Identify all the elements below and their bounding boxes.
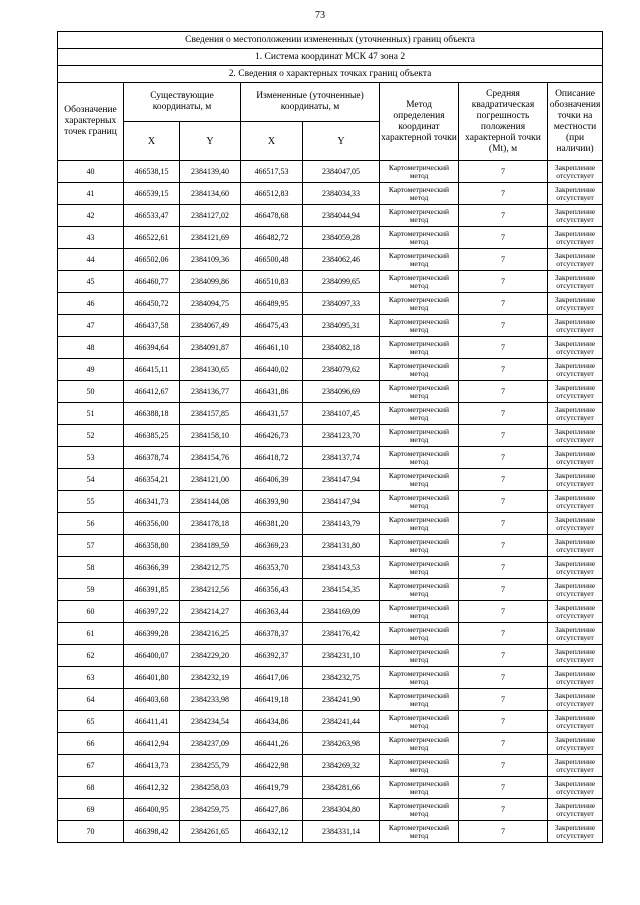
marker-description-cell: Закрепление отсутствует (548, 271, 603, 293)
existing-y-cell: 2384109,36 (180, 249, 241, 271)
changed-y-cell: 2384107,45 (303, 403, 380, 425)
point-number-cell: 70 (58, 821, 124, 843)
table-row (58, 271, 603, 293)
changed-x-cell: 466381,20 (241, 513, 303, 535)
method-cell: Картометрический метод (380, 359, 459, 381)
changed-x-cell: 466517,53 (241, 161, 303, 183)
changed-y-cell: 2384059,28 (303, 227, 380, 249)
marker-description-cell: Закрепление отсутствует (548, 799, 603, 821)
table-row (58, 799, 603, 821)
changed-x-cell: 466392,37 (241, 645, 303, 667)
marker-description-cell: Закрепление отсутствует (548, 623, 603, 645)
table-row (58, 535, 603, 557)
table-row (58, 645, 603, 667)
changed-x-cell: 466475,43 (241, 315, 303, 337)
existing-y-cell: 2384212,56 (180, 579, 241, 601)
existing-y-cell: 2384127,02 (180, 205, 241, 227)
point-number-cell: 67 (58, 755, 124, 777)
table-row (58, 623, 603, 645)
changed-y-cell: 2384097,33 (303, 293, 380, 315)
point-number-cell: 60 (58, 601, 124, 623)
error-value-cell: 7 (459, 381, 548, 403)
error-value-cell: 7 (459, 645, 548, 667)
existing-y-cell: 2384134,60 (180, 183, 241, 205)
changed-y-cell: 2384241,44 (303, 711, 380, 733)
marker-description-cell: Закрепление отсутствует (548, 227, 603, 249)
point-number-cell: 54 (58, 469, 124, 491)
point-number-cell: 63 (58, 667, 124, 689)
existing-y-cell: 2384189,59 (180, 535, 241, 557)
error-value-cell: 7 (459, 469, 548, 491)
header-existing-x: X (124, 122, 180, 161)
existing-y-cell: 2384237,09 (180, 733, 241, 755)
existing-x-cell: 466411,41 (124, 711, 180, 733)
changed-x-cell: 466441,26 (241, 733, 303, 755)
existing-x-cell: 466437,58 (124, 315, 180, 337)
existing-x-cell: 466415,11 (124, 359, 180, 381)
marker-description-cell: Закрепление отсутствует (548, 535, 603, 557)
point-number-cell: 49 (58, 359, 124, 381)
changed-x-cell: 466369,23 (241, 535, 303, 557)
error-value-cell: 7 (459, 227, 548, 249)
existing-y-cell: 2384067,49 (180, 315, 241, 337)
table-row (58, 689, 603, 711)
existing-y-cell: 2384121,69 (180, 227, 241, 249)
existing-y-cell: 2384178,18 (180, 513, 241, 535)
error-value-cell: 7 (459, 689, 548, 711)
table-row (58, 469, 603, 491)
existing-y-cell: 2384214,27 (180, 601, 241, 623)
existing-y-cell: 2384091,87 (180, 337, 241, 359)
existing-y-cell: 2384099,86 (180, 271, 241, 293)
marker-description-cell: Закрепление отсутствует (548, 711, 603, 733)
header-changed-x: X (241, 122, 303, 161)
existing-x-cell: 466341,73 (124, 491, 180, 513)
changed-x-cell: 466427,86 (241, 799, 303, 821)
point-number-cell: 52 (58, 425, 124, 447)
changed-y-cell: 2384281,66 (303, 777, 380, 799)
method-cell: Картометрический метод (380, 249, 459, 271)
existing-x-cell: 466450,72 (124, 293, 180, 315)
changed-x-cell: 466422,98 (241, 755, 303, 777)
error-value-cell: 7 (459, 425, 548, 447)
existing-x-cell: 466412,94 (124, 733, 180, 755)
method-cell: Картометрический метод (380, 755, 459, 777)
table-row (58, 293, 603, 315)
existing-x-cell: 466400,07 (124, 645, 180, 667)
existing-x-cell: 466502,06 (124, 249, 180, 271)
marker-description-cell: Закрепление отсутствует (548, 205, 603, 227)
table-row (58, 359, 603, 381)
marker-description-cell: Закрепление отсутствует (548, 315, 603, 337)
changed-y-cell: 2384123,70 (303, 425, 380, 447)
marker-description-cell: Закрепление отсутствует (548, 733, 603, 755)
error-value-cell: 7 (459, 535, 548, 557)
marker-description-cell: Закрепление отсутствует (548, 381, 603, 403)
changed-y-cell: 2384241,90 (303, 689, 380, 711)
method-cell: Картометрический метод (380, 337, 459, 359)
error-value-cell: 7 (459, 183, 548, 205)
method-cell: Картометрический метод (380, 623, 459, 645)
existing-y-cell: 2384157,85 (180, 403, 241, 425)
table-row (58, 513, 603, 535)
error-value-cell: 7 (459, 403, 548, 425)
changed-x-cell: 466510,83 (241, 271, 303, 293)
header-designation: Обозначение характерных точек границ (58, 83, 124, 161)
existing-y-cell: 2384233,98 (180, 689, 241, 711)
table-row (58, 205, 603, 227)
point-number-cell: 65 (58, 711, 124, 733)
method-cell: Картометрический метод (380, 711, 459, 733)
changed-y-cell: 2384176,42 (303, 623, 380, 645)
point-number-cell: 40 (58, 161, 124, 183)
point-number-cell: 57 (58, 535, 124, 557)
existing-y-cell: 2384232,19 (180, 667, 241, 689)
existing-y-cell: 2384094,75 (180, 293, 241, 315)
method-cell: Картометрический метод (380, 403, 459, 425)
existing-x-cell: 466539,15 (124, 183, 180, 205)
table-row (58, 183, 603, 205)
method-cell: Картометрический метод (380, 601, 459, 623)
marker-description-cell: Закрепление отсутствует (548, 821, 603, 843)
marker-description-cell: Закрепление отсутствует (548, 183, 603, 205)
point-number-cell: 48 (58, 337, 124, 359)
page-number: 73 (315, 10, 325, 21)
changed-y-cell: 2384147,94 (303, 469, 380, 491)
method-cell: Картометрический метод (380, 513, 459, 535)
table-row (58, 711, 603, 733)
table-row (58, 579, 603, 601)
changed-x-cell: 466489,95 (241, 293, 303, 315)
changed-x-cell: 466426,73 (241, 425, 303, 447)
header-description: Описание обозначения точки на местности (при наличии) (548, 83, 603, 161)
point-number-cell: 68 (58, 777, 124, 799)
changed-y-cell: 2384131,80 (303, 535, 380, 557)
changed-y-cell: 2384143,53 (303, 557, 380, 579)
error-value-cell: 7 (459, 667, 548, 689)
error-value-cell: 7 (459, 249, 548, 271)
header-existing-coords: Существующие координаты, м (124, 83, 241, 122)
marker-description-cell: Закрепление отсутствует (548, 491, 603, 513)
existing-y-cell: 2384158,10 (180, 425, 241, 447)
existing-x-cell: 466394,64 (124, 337, 180, 359)
header-method: Метод определения координат характерной точки (380, 83, 459, 161)
error-value-cell: 7 (459, 601, 548, 623)
existing-y-cell: 2384259,75 (180, 799, 241, 821)
table-row (58, 161, 603, 183)
changed-y-cell: 2384147,94 (303, 491, 380, 513)
error-value-cell: 7 (459, 513, 548, 535)
changed-y-cell: 2384099,65 (303, 271, 380, 293)
point-number-cell: 44 (58, 249, 124, 271)
changed-x-cell: 466363,44 (241, 601, 303, 623)
changed-x-cell: 466431,86 (241, 381, 303, 403)
changed-x-cell: 466434,86 (241, 711, 303, 733)
point-number-cell: 55 (58, 491, 124, 513)
error-value-cell: 7 (459, 755, 548, 777)
existing-x-cell: 466403,68 (124, 689, 180, 711)
changed-x-cell: 466417,06 (241, 667, 303, 689)
existing-x-cell: 466412,67 (124, 381, 180, 403)
existing-x-cell: 466538,15 (124, 161, 180, 183)
existing-x-cell: 466391,85 (124, 579, 180, 601)
method-cell: Картометрический метод (380, 645, 459, 667)
method-cell: Картометрический метод (380, 183, 459, 205)
method-cell: Картометрический метод (380, 535, 459, 557)
existing-y-cell: 2384216,25 (180, 623, 241, 645)
method-cell: Картометрический метод (380, 821, 459, 843)
point-number-cell: 46 (58, 293, 124, 315)
changed-y-cell: 2384082,18 (303, 337, 380, 359)
changed-y-cell: 2384169,09 (303, 601, 380, 623)
point-number-cell: 61 (58, 623, 124, 645)
existing-x-cell: 466399,28 (124, 623, 180, 645)
point-number-cell: 41 (58, 183, 124, 205)
changed-y-cell: 2384263,98 (303, 733, 380, 755)
error-value-cell: 7 (459, 447, 548, 469)
existing-x-cell: 466388,18 (124, 403, 180, 425)
marker-description-cell: Закрепление отсутствует (548, 249, 603, 271)
table-row (58, 777, 603, 799)
changed-x-cell: 466500,48 (241, 249, 303, 271)
marker-description-cell: Закрепление отсутствует (548, 161, 603, 183)
marker-description-cell: Закрепление отсутствует (548, 425, 603, 447)
marker-description-cell: Закрепление отсутствует (548, 469, 603, 491)
method-cell: Картометрический метод (380, 381, 459, 403)
boundary-points-table (57, 31, 603, 843)
changed-y-cell: 2384079,62 (303, 359, 380, 381)
method-cell: Картометрический метод (380, 689, 459, 711)
header-changed-y: Y (303, 122, 380, 161)
changed-y-cell: 2384034,33 (303, 183, 380, 205)
table-row (58, 491, 603, 513)
point-number-cell: 47 (58, 315, 124, 337)
existing-x-cell: 466354,21 (124, 469, 180, 491)
changed-y-cell: 2384047,05 (303, 161, 380, 183)
error-value-cell: 7 (459, 579, 548, 601)
point-number-cell: 59 (58, 579, 124, 601)
changed-x-cell: 466406,39 (241, 469, 303, 491)
method-cell: Картометрический метод (380, 205, 459, 227)
changed-y-cell: 2384137,74 (303, 447, 380, 469)
table-row (58, 227, 603, 249)
changed-y-cell: 2384095,31 (303, 315, 380, 337)
marker-description-cell: Закрепление отсутствует (548, 337, 603, 359)
existing-x-cell: 466533,47 (124, 205, 180, 227)
marker-description-cell: Закрепление отсутствует (548, 755, 603, 777)
marker-description-cell: Закрепление отсутствует (548, 359, 603, 381)
existing-x-cell: 466366,39 (124, 557, 180, 579)
existing-y-cell: 2384234,54 (180, 711, 241, 733)
method-cell: Картометрический метод (380, 315, 459, 337)
point-number-cell: 50 (58, 381, 124, 403)
existing-x-cell: 466412,32 (124, 777, 180, 799)
marker-description-cell: Закрепление отсутствует (548, 513, 603, 535)
changed-x-cell: 466356,43 (241, 579, 303, 601)
changed-y-cell: 2384062,46 (303, 249, 380, 271)
changed-y-cell: 2384304,80 (303, 799, 380, 821)
header-changed-coords: Измененные (уточненные) координаты, м (241, 83, 380, 122)
section-title: 2. Сведения о характерных точках границ объекта (58, 66, 603, 83)
existing-x-cell: 466358,80 (124, 535, 180, 557)
error-value-cell: 7 (459, 315, 548, 337)
point-number-cell: 58 (58, 557, 124, 579)
marker-description-cell: Закрепление отсутствует (548, 403, 603, 425)
error-value-cell: 7 (459, 733, 548, 755)
error-value-cell: 7 (459, 777, 548, 799)
marker-description-cell: Закрепление отсутствует (548, 689, 603, 711)
point-number-cell: 51 (58, 403, 124, 425)
existing-x-cell: 466413,73 (124, 755, 180, 777)
error-value-cell: 7 (459, 799, 548, 821)
header-existing-y: Y (180, 122, 241, 161)
existing-y-cell: 2384144,08 (180, 491, 241, 513)
point-number-cell: 53 (58, 447, 124, 469)
table-row (58, 381, 603, 403)
existing-y-cell: 2384154,76 (180, 447, 241, 469)
changed-x-cell: 466353,70 (241, 557, 303, 579)
coordinate-system: 1. Система координат МСК 47 зона 2 (58, 49, 603, 66)
error-value-cell: 7 (459, 161, 548, 183)
changed-y-cell: 2384331,14 (303, 821, 380, 843)
existing-y-cell: 2384258,03 (180, 777, 241, 799)
marker-description-cell: Закрепление отсутствует (548, 293, 603, 315)
method-cell: Картометрический метод (380, 733, 459, 755)
point-number-cell: 64 (58, 689, 124, 711)
marker-description-cell: Закрепление отсутствует (548, 447, 603, 469)
changed-x-cell: 466418,72 (241, 447, 303, 469)
method-cell: Картометрический метод (380, 271, 459, 293)
point-number-cell: 66 (58, 733, 124, 755)
table-body (58, 161, 603, 843)
error-value-cell: 7 (459, 711, 548, 733)
table-row (58, 315, 603, 337)
table-row (58, 403, 603, 425)
error-value-cell: 7 (459, 359, 548, 381)
existing-y-cell: 2384136,77 (180, 381, 241, 403)
method-cell: Картометрический метод (380, 161, 459, 183)
error-value-cell: 7 (459, 491, 548, 513)
method-cell: Картометрический метод (380, 469, 459, 491)
existing-y-cell: 2384212,75 (180, 557, 241, 579)
error-value-cell: 7 (459, 271, 548, 293)
error-value-cell: 7 (459, 337, 548, 359)
existing-y-cell: 2384121,00 (180, 469, 241, 491)
method-cell: Картометрический метод (380, 777, 459, 799)
table-row (58, 601, 603, 623)
point-number-cell: 42 (58, 205, 124, 227)
error-value-cell: 7 (459, 821, 548, 843)
changed-x-cell: 466393,90 (241, 491, 303, 513)
method-cell: Картометрический метод (380, 579, 459, 601)
existing-x-cell: 466385,25 (124, 425, 180, 447)
existing-x-cell: 466460,77 (124, 271, 180, 293)
method-cell: Картометрический метод (380, 667, 459, 689)
method-cell: Картометрический метод (380, 491, 459, 513)
point-number-cell: 69 (58, 799, 124, 821)
marker-description-cell: Закрепление отсутствует (548, 557, 603, 579)
existing-x-cell: 466397,22 (124, 601, 180, 623)
changed-x-cell: 466431,57 (241, 403, 303, 425)
existing-y-cell: 2384261,65 (180, 821, 241, 843)
existing-x-cell: 466522,61 (124, 227, 180, 249)
table-row (58, 733, 603, 755)
changed-x-cell: 466482,72 (241, 227, 303, 249)
changed-x-cell: 466512,83 (241, 183, 303, 205)
marker-description-cell: Закрепление отсутствует (548, 667, 603, 689)
document-title: Сведения о местоположении измененных (уточненных) границ объекта (58, 32, 603, 49)
table-row (58, 667, 603, 689)
method-cell: Картометрический метод (380, 447, 459, 469)
existing-y-cell: 2384139,40 (180, 161, 241, 183)
point-number-cell: 45 (58, 271, 124, 293)
existing-x-cell: 466398,42 (124, 821, 180, 843)
changed-y-cell: 2384269,32 (303, 755, 380, 777)
marker-description-cell: Закрепление отсутствует (548, 601, 603, 623)
changed-y-cell: 2384232,75 (303, 667, 380, 689)
method-cell: Картометрический метод (380, 425, 459, 447)
changed-y-cell: 2384143,79 (303, 513, 380, 535)
point-number-cell: 43 (58, 227, 124, 249)
error-value-cell: 7 (459, 205, 548, 227)
changed-x-cell: 466419,79 (241, 777, 303, 799)
error-value-cell: 7 (459, 293, 548, 315)
table-row (58, 447, 603, 469)
point-number-cell: 56 (58, 513, 124, 535)
existing-x-cell: 466356,00 (124, 513, 180, 535)
changed-y-cell: 2384096,69 (303, 381, 380, 403)
existing-y-cell: 2384255,79 (180, 755, 241, 777)
error-value-cell: 7 (459, 557, 548, 579)
table-row (58, 557, 603, 579)
marker-description-cell: Закрепление отсутствует (548, 645, 603, 667)
table-row (58, 425, 603, 447)
existing-x-cell: 466400,95 (124, 799, 180, 821)
changed-y-cell: 2384231,10 (303, 645, 380, 667)
table-row (58, 755, 603, 777)
method-cell: Картометрический метод (380, 293, 459, 315)
existing-y-cell: 2384130,65 (180, 359, 241, 381)
changed-y-cell: 2384044,94 (303, 205, 380, 227)
header-error: Средняя квадратическая погрешность положения характерной точки (Mt), м (459, 83, 548, 161)
point-number-cell: 62 (58, 645, 124, 667)
changed-x-cell: 466419,18 (241, 689, 303, 711)
table-row (58, 821, 603, 843)
existing-x-cell: 466401,80 (124, 667, 180, 689)
method-cell: Картометрический метод (380, 799, 459, 821)
changed-y-cell: 2384154,35 (303, 579, 380, 601)
changed-x-cell: 466378,37 (241, 623, 303, 645)
existing-x-cell: 466378,74 (124, 447, 180, 469)
existing-y-cell: 2384229,20 (180, 645, 241, 667)
changed-x-cell: 466440,02 (241, 359, 303, 381)
error-value-cell: 7 (459, 623, 548, 645)
changed-x-cell: 466432,12 (241, 821, 303, 843)
marker-description-cell: Закрепление отсутствует (548, 579, 603, 601)
method-cell: Картометрический метод (380, 557, 459, 579)
table-row (58, 249, 603, 271)
changed-x-cell: 466461,10 (241, 337, 303, 359)
changed-x-cell: 466478,68 (241, 205, 303, 227)
table-row (58, 337, 603, 359)
method-cell: Картометрический метод (380, 227, 459, 249)
marker-description-cell: Закрепление отсутствует (548, 777, 603, 799)
